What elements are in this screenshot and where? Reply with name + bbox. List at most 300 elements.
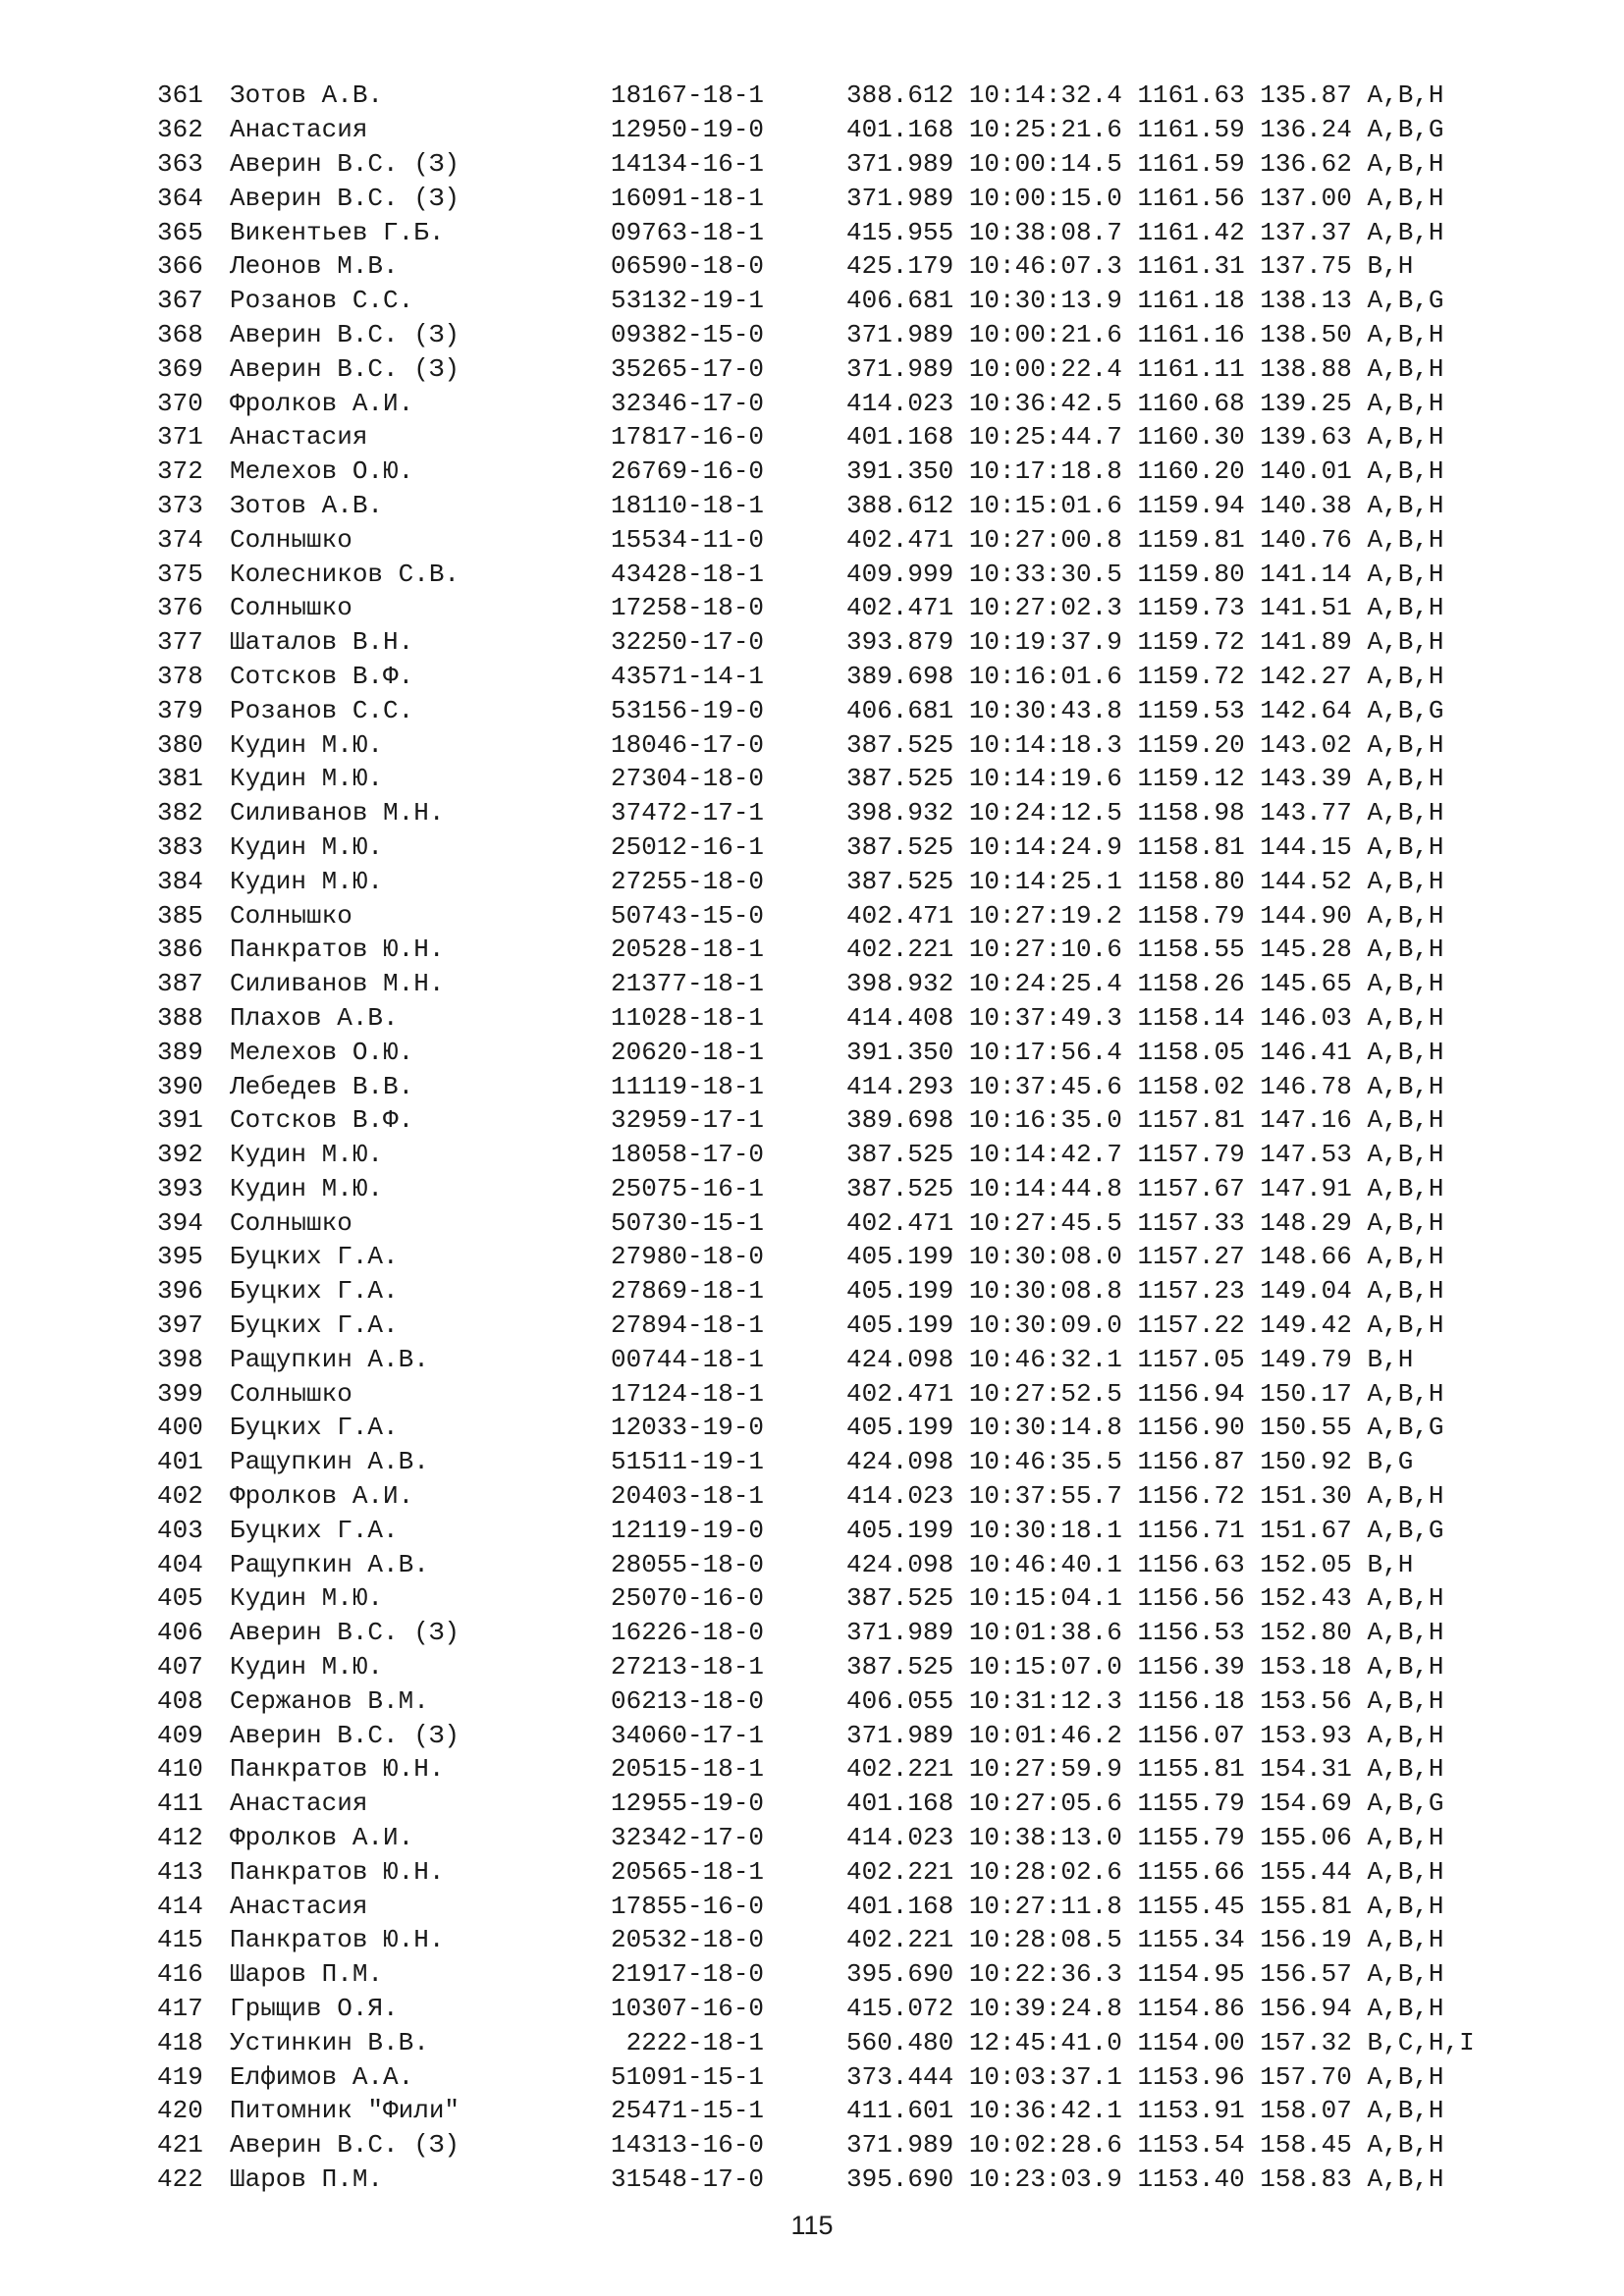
table-row	[157, 181, 1475, 215]
result-values: 405.199 10:30:08.8 1157.23 149.04 A,B,H	[846, 1276, 1444, 1307]
ring-number: 50730-15-1	[611, 1207, 765, 1238]
results-table	[157, 79, 1475, 2196]
place-number: 401	[157, 1447, 203, 1477]
table-row	[157, 898, 1475, 933]
ring-number: 25012-16-1	[611, 831, 765, 862]
place-number: 366	[157, 251, 203, 282]
table-row	[157, 2128, 1475, 2163]
place-number: 375	[157, 559, 203, 589]
result-values: 371.989 10:00:14.5 1161.59 136.62 A,B,H	[846, 148, 1444, 179]
place-number: 414	[157, 1891, 203, 1921]
place-number: 387	[157, 969, 203, 999]
place-number: 402	[157, 1481, 203, 1512]
table-row	[157, 591, 1475, 625]
ring-number: 18167-18-1	[611, 80, 765, 111]
table-row	[157, 1001, 1475, 1036]
table-row	[157, 1240, 1475, 1274]
table-row	[157, 2025, 1475, 2059]
table-row	[157, 1718, 1475, 1752]
owner-name: Кудин М.Ю.	[230, 1583, 384, 1614]
ring-number: 15534-11-0	[611, 524, 765, 555]
place-number: 380	[157, 729, 203, 760]
place-number: 419	[157, 2061, 203, 2092]
ring-number: 09382-15-0	[611, 319, 765, 349]
owner-name: Сотсков В.Ф.	[230, 1105, 414, 1136]
result-values: 425.179 10:46:07.3 1161.31 137.75 B,H	[846, 251, 1414, 282]
place-number: 405	[157, 1583, 203, 1614]
ring-number: 34060-17-1	[611, 1720, 765, 1750]
table-row	[157, 864, 1475, 898]
table-row	[157, 933, 1475, 967]
place-number: 416	[157, 1959, 203, 1990]
result-values: 405.199 10:30:14.8 1156.90 150.55 A,B,G	[846, 1413, 1444, 1443]
table-row	[157, 1342, 1475, 1376]
table-row	[157, 762, 1475, 796]
owner-name: Силиванов М.Н.	[230, 798, 445, 828]
result-values: 387.525 10:15:07.0 1156.39 153.18 A,B,H	[846, 1652, 1444, 1682]
place-number: 408	[157, 1685, 203, 1716]
table-row	[157, 79, 1475, 113]
ring-number: 09763-18-1	[611, 217, 765, 247]
ring-number: 20528-18-1	[611, 934, 765, 965]
ring-number: 2222-18-1	[611, 2027, 765, 2057]
result-values: 402.471 10:27:02.3 1159.73 141.51 A,B,H	[846, 593, 1444, 623]
place-number: 364	[157, 183, 203, 213]
table-row	[157, 693, 1475, 727]
table-row	[157, 113, 1475, 147]
ring-number: 27869-18-1	[611, 1276, 765, 1307]
table-row	[157, 1513, 1475, 1547]
owner-name: Шаров П.М.	[230, 2164, 384, 2194]
table-row	[157, 420, 1475, 454]
owner-name: Розанов С.С.	[230, 695, 414, 725]
result-values: 371.989 10:01:46.2 1156.07 153.93 A,B,H	[846, 1720, 1444, 1750]
owner-name: Кудин М.Ю.	[230, 1173, 384, 1203]
table-row	[157, 147, 1475, 182]
ring-number: 17855-16-0	[611, 1891, 765, 1921]
place-number: 371	[157, 422, 203, 453]
owner-name: Кудин М.Ю.	[230, 764, 384, 794]
place-number: 367	[157, 286, 203, 316]
result-values: 402.471 10:27:45.5 1157.33 148.29 A,B,H	[846, 1207, 1444, 1238]
place-number: 376	[157, 593, 203, 623]
place-number: 372	[157, 456, 203, 487]
result-values: 391.350 10:17:56.4 1158.05 146.41 A,B,H	[846, 1037, 1444, 1067]
result-values: 414.023 10:37:55.7 1156.72 151.30 A,B,H	[846, 1481, 1444, 1512]
table-row	[157, 351, 1475, 386]
owner-name: Кудин М.Ю.	[230, 866, 384, 896]
table-row	[157, 1957, 1475, 1992]
result-values: 371.989 10:02:28.6 1153.54 158.45 A,B,H	[846, 2130, 1444, 2161]
place-number: 397	[157, 1310, 203, 1341]
owner-name: Викентьев Г.Б.	[230, 217, 445, 247]
ring-number: 32346-17-0	[611, 388, 765, 418]
place-number: 389	[157, 1037, 203, 1067]
table-row	[157, 1889, 1475, 1923]
owner-name: Солнышко	[230, 900, 352, 931]
table-row	[157, 1376, 1475, 1411]
table-row	[157, 796, 1475, 830]
result-values: 387.525 10:15:04.1 1156.56 152.43 A,B,H	[846, 1583, 1444, 1614]
result-values: 371.989 10:00:22.4 1161.11 138.88 A,B,H	[846, 353, 1444, 384]
table-row	[157, 1035, 1475, 1069]
ring-number: 20515-18-1	[611, 1754, 765, 1785]
result-values: 393.879 10:19:37.9 1159.72 141.89 A,B,H	[846, 627, 1444, 658]
owner-name: Буцких Г.А.	[230, 1413, 399, 1443]
table-row	[157, 1411, 1475, 1445]
ring-number: 25471-15-1	[611, 2096, 765, 2126]
ring-number: 20532-18-0	[611, 1925, 765, 1955]
result-values: 395.690 10:23:03.9 1153.40 158.83 A,B,H	[846, 2164, 1444, 2194]
ring-number: 27304-18-0	[611, 764, 765, 794]
place-number: 385	[157, 900, 203, 931]
owner-name: Буцких Г.А.	[230, 1310, 399, 1341]
owner-name: Аверин В.С. (З)	[230, 319, 460, 349]
place-number: 420	[157, 2096, 203, 2126]
table-row	[157, 1923, 1475, 1957]
result-values: 406.055 10:31:12.3 1156.18 153.56 A,B,H	[846, 1685, 1444, 1716]
owner-name: Анастасия	[230, 1789, 368, 1819]
table-row	[157, 1821, 1475, 1855]
owner-name: Мелехов О.Ю.	[230, 456, 414, 487]
table-row	[157, 1172, 1475, 1206]
place-number: 409	[157, 1720, 203, 1750]
owner-name: Фролков А.И.	[230, 1481, 414, 1512]
result-values: 401.168 10:25:44.7 1160.30 139.63 A,B,H	[846, 422, 1444, 453]
result-values: 398.932 10:24:12.5 1158.98 143.77 A,B,H	[846, 798, 1444, 828]
place-number: 377	[157, 627, 203, 658]
ring-number: 16226-18-0	[611, 1618, 765, 1648]
place-number: 418	[157, 2027, 203, 2057]
owner-name: Питомник "Фили"	[230, 2096, 460, 2126]
result-values: 560.480 12:45:41.0 1154.00 157.32 B,C,H,I	[846, 2027, 1475, 2057]
ring-number: 17124-18-1	[611, 1378, 765, 1409]
place-number: 388	[157, 1002, 203, 1033]
ring-number: 12955-19-0	[611, 1789, 765, 1819]
table-row	[157, 2059, 1475, 2094]
ring-number: 27980-18-0	[611, 1242, 765, 1272]
result-values: 406.681 10:30:43.8 1159.53 142.64 A,B,G	[846, 695, 1444, 725]
result-values: 415.072 10:39:24.8 1154.86 156.94 A,B,H	[846, 1994, 1444, 2024]
ring-number: 25075-16-1	[611, 1173, 765, 1203]
owner-name: Солнышко	[230, 1207, 352, 1238]
ring-number: 21917-18-0	[611, 1959, 765, 1990]
table-row	[157, 1274, 1475, 1308]
owner-name: Аверин В.С. (З)	[230, 148, 460, 179]
place-number: 381	[157, 764, 203, 794]
place-number: 406	[157, 1618, 203, 1648]
ring-number: 18046-17-0	[611, 729, 765, 760]
owner-name: Розанов С.С.	[230, 286, 414, 316]
owner-name: Ращупкин А.В.	[230, 1447, 429, 1477]
result-values: 414.408 10:37:49.3 1158.14 146.03 A,B,H	[846, 1002, 1444, 1033]
ring-number: 11119-18-1	[611, 1071, 765, 1101]
place-number: 361	[157, 80, 203, 111]
owner-name: Солнышко	[230, 1378, 352, 1409]
result-values: 388.612 10:14:32.4 1161.63 135.87 A,B,H	[846, 80, 1444, 111]
place-number: 386	[157, 934, 203, 965]
ring-number: 20565-18-1	[611, 1856, 765, 1887]
table-row	[157, 967, 1475, 1001]
ring-number: 27213-18-1	[611, 1652, 765, 1682]
place-number: 370	[157, 388, 203, 418]
ring-number: 43428-18-1	[611, 559, 765, 589]
ring-number: 12119-19-0	[611, 1515, 765, 1545]
owner-name: Аверин В.С. (З)	[230, 1618, 460, 1648]
owner-name: Силиванов М.Н.	[230, 969, 445, 999]
result-values: 402.221 10:27:59.9 1155.81 154.31 A,B,H	[846, 1754, 1444, 1785]
owner-name: Шаров П.М.	[230, 1959, 384, 1990]
ring-number: 12950-19-0	[611, 115, 765, 145]
ring-number: 32959-17-1	[611, 1105, 765, 1136]
ring-number: 18058-17-0	[611, 1140, 765, 1170]
result-values: 415.955 10:38:08.7 1161.42 137.37 A,B,H	[846, 217, 1444, 247]
ring-number: 25070-16-0	[611, 1583, 765, 1614]
result-values: 388.612 10:15:01.6 1159.94 140.38 A,B,H	[846, 490, 1444, 520]
owner-name: Зотов А.В.	[230, 80, 384, 111]
place-number: 393	[157, 1173, 203, 1203]
owner-name: Ращупкин А.В.	[230, 1549, 429, 1579]
result-values: 389.698 10:16:35.0 1157.81 147.16 A,B,H	[846, 1105, 1444, 1136]
result-values: 405.199 10:30:09.0 1157.22 149.42 A,B,H	[846, 1310, 1444, 1341]
owner-name: Анастасия	[230, 115, 368, 145]
owner-name: Сотсков В.Ф.	[230, 661, 414, 691]
owner-name: Панкратов Ю.Н.	[230, 1856, 445, 1887]
result-values: 414.023 10:38:13.0 1155.79 155.06 A,B,H	[846, 1823, 1444, 1853]
owner-name: Кудин М.Ю.	[230, 729, 384, 760]
owner-name: Колесников С.В.	[230, 559, 460, 589]
result-values: 401.168 10:27:11.8 1155.45 155.81 A,B,H	[846, 1891, 1444, 1921]
table-row	[157, 1138, 1475, 1172]
ring-number: 43571-14-1	[611, 661, 765, 691]
result-values: 402.221 10:27:10.6 1158.55 145.28 A,B,H	[846, 934, 1444, 965]
table-row	[157, 249, 1475, 284]
result-values: 402.471 10:27:52.5 1156.94 150.17 A,B,H	[846, 1378, 1444, 1409]
owner-name: Шаталов В.Н.	[230, 627, 414, 658]
table-row	[157, 1616, 1475, 1650]
table-row	[157, 386, 1475, 420]
ring-number: 35265-17-0	[611, 353, 765, 384]
ring-number: 17817-16-0	[611, 422, 765, 453]
place-number: 362	[157, 115, 203, 145]
table-row	[157, 1205, 1475, 1240]
result-values: 402.221 10:28:08.5 1155.34 156.19 A,B,H	[846, 1925, 1444, 1955]
result-values: 424.098 10:46:32.1 1157.05 149.79 B,H	[846, 1344, 1414, 1374]
ring-number: 28055-18-0	[611, 1549, 765, 1579]
table-row	[157, 454, 1475, 489]
owner-name: Панкратов Ю.Н.	[230, 1925, 445, 1955]
table-row	[157, 318, 1475, 352]
owner-name: Лебедев В.В.	[230, 1071, 414, 1101]
ring-number: 37472-17-1	[611, 798, 765, 828]
place-number: 382	[157, 798, 203, 828]
owner-name: Панкратов Ю.Н.	[230, 934, 445, 965]
owner-name: Сержанов В.М.	[230, 1685, 429, 1716]
result-values: 395.690 10:22:36.3 1154.95 156.57 A,B,H	[846, 1959, 1444, 1990]
owner-name: Кудин М.Ю.	[230, 1652, 384, 1682]
owner-name: Аверин В.С. (З)	[230, 353, 460, 384]
ring-number: 31548-17-0	[611, 2164, 765, 2194]
ring-number: 12033-19-0	[611, 1413, 765, 1443]
table-row	[157, 1479, 1475, 1514]
result-values: 389.698 10:16:01.6 1159.72 142.27 A,B,H	[846, 661, 1444, 691]
ring-number: 51091-15-1	[611, 2061, 765, 2092]
place-number: 365	[157, 217, 203, 247]
ring-number: 51511-19-1	[611, 1447, 765, 1477]
owner-name: Устинкин В.В.	[230, 2027, 429, 2057]
table-row	[157, 1308, 1475, 1343]
result-values: 402.221 10:28:02.6 1155.66 155.44 A,B,H	[846, 1856, 1444, 1887]
ring-number: 11028-18-1	[611, 1002, 765, 1033]
place-number: 404	[157, 1549, 203, 1579]
table-row	[157, 727, 1475, 762]
result-values: 414.293 10:37:45.6 1158.02 146.78 A,B,H	[846, 1071, 1444, 1101]
result-values: 411.601 10:36:42.1 1153.91 158.07 A,B,H	[846, 2096, 1444, 2126]
place-number: 379	[157, 695, 203, 725]
table-row	[157, 1069, 1475, 1103]
owner-name: Буцких Г.А.	[230, 1242, 399, 1272]
owner-name: Аверин В.С. (З)	[230, 2130, 460, 2161]
place-number: 403	[157, 1515, 203, 1545]
ring-number: 50743-15-0	[611, 900, 765, 931]
result-values: 387.525 10:14:25.1 1158.80 144.52 A,B,H	[846, 866, 1444, 896]
table-row	[157, 660, 1475, 694]
ring-number: 32342-17-0	[611, 1823, 765, 1853]
ring-number: 27255-18-0	[611, 866, 765, 896]
ring-number: 06213-18-0	[611, 1685, 765, 1716]
owner-name: Ращупкин А.В.	[230, 1344, 429, 1374]
result-values: 401.168 10:25:21.6 1161.59 136.24 A,B,G	[846, 115, 1444, 145]
owner-name: Аверин В.С. (З)	[230, 183, 460, 213]
owner-name: Елфимов А.А.	[230, 2061, 414, 2092]
ring-number: 00744-18-1	[611, 1344, 765, 1374]
table-row	[157, 830, 1475, 865]
place-number: 400	[157, 1413, 203, 1443]
place-number: 407	[157, 1652, 203, 1682]
ring-number: 32250-17-0	[611, 627, 765, 658]
place-number: 415	[157, 1925, 203, 1955]
table-row	[157, 1547, 1475, 1581]
place-number: 399	[157, 1378, 203, 1409]
result-values: 406.681 10:30:13.9 1161.18 138.13 A,B,G	[846, 286, 1444, 316]
owner-name: Анастасия	[230, 1891, 368, 1921]
table-row	[157, 625, 1475, 660]
owner-name: Плахов А.В.	[230, 1002, 399, 1033]
result-values: 398.932 10:24:25.4 1158.26 145.65 A,B,H	[846, 969, 1444, 999]
ring-number: 14134-16-1	[611, 148, 765, 179]
owner-name: Фролков А.И.	[230, 388, 414, 418]
ring-number: 14313-16-0	[611, 2130, 765, 2161]
table-row	[157, 1445, 1475, 1479]
place-number: 411	[157, 1789, 203, 1819]
table-row	[157, 1787, 1475, 1821]
place-number: 384	[157, 866, 203, 896]
owner-name: Буцких Г.А.	[230, 1515, 399, 1545]
result-values: 387.525 10:14:44.8 1157.67 147.91 A,B,H	[846, 1173, 1444, 1203]
place-number: 368	[157, 319, 203, 349]
result-values: 387.525 10:14:24.9 1158.81 144.15 A,B,H	[846, 831, 1444, 862]
owner-name: Аверин В.С. (З)	[230, 1720, 460, 1750]
place-number: 369	[157, 353, 203, 384]
ring-number: 20403-18-1	[611, 1481, 765, 1512]
result-values: 387.525 10:14:19.6 1159.12 143.39 A,B,H	[846, 764, 1444, 794]
ring-number: 27894-18-1	[611, 1310, 765, 1341]
table-row	[157, 557, 1475, 591]
result-values: 424.098 10:46:35.5 1156.87 150.92 B,G	[846, 1447, 1414, 1477]
ring-number: 16091-18-1	[611, 183, 765, 213]
result-values: 405.199 10:30:18.1 1156.71 151.67 A,B,G	[846, 1515, 1444, 1545]
result-values: 387.525 10:14:42.7 1157.79 147.53 A,B,H	[846, 1140, 1444, 1170]
place-number: 422	[157, 2164, 203, 2194]
result-values: 391.350 10:17:18.8 1160.20 140.01 A,B,H	[846, 456, 1444, 487]
ring-number: 06590-18-0	[611, 251, 765, 282]
result-values: 387.525 10:14:18.3 1159.20 143.02 A,B,H	[846, 729, 1444, 760]
table-row	[157, 1683, 1475, 1718]
ring-number: 20620-18-1	[611, 1037, 765, 1067]
owner-name: Кудин М.Ю.	[230, 1140, 384, 1170]
place-number: 417	[157, 1994, 203, 2024]
table-row	[157, 284, 1475, 318]
result-values: 405.199 10:30:08.0 1157.27 148.66 A,B,H	[846, 1242, 1444, 1272]
table-row	[157, 215, 1475, 249]
page-number: 115	[790, 2211, 834, 2240]
place-number: 390	[157, 1071, 203, 1101]
ring-number: 26769-16-0	[611, 456, 765, 487]
place-number: 395	[157, 1242, 203, 1272]
owner-name: Зотов А.В.	[230, 490, 384, 520]
table-row	[157, 522, 1475, 557]
ring-number: 53156-19-0	[611, 695, 765, 725]
result-values: 373.444 10:03:37.1 1153.96 157.70 A,B,H	[846, 2061, 1444, 2092]
place-number: 421	[157, 2130, 203, 2161]
place-number: 392	[157, 1140, 203, 1170]
place-number: 378	[157, 661, 203, 691]
place-number: 396	[157, 1276, 203, 1307]
owner-name: Панкратов Ю.Н.	[230, 1754, 445, 1785]
table-row	[157, 1752, 1475, 1787]
result-values: 401.168 10:27:05.6 1155.79 154.69 A,B,G	[846, 1789, 1444, 1819]
table-row	[157, 1854, 1475, 1889]
result-values: 371.989 10:00:15.0 1161.56 137.00 A,B,H	[846, 183, 1444, 213]
place-number: 373	[157, 490, 203, 520]
place-number: 413	[157, 1856, 203, 1887]
table-row	[157, 2163, 1475, 2197]
place-number: 410	[157, 1754, 203, 1785]
result-values: 409.999 10:33:30.5 1159.80 141.14 A,B,H	[846, 559, 1444, 589]
table-row	[157, 1650, 1475, 1684]
owner-name: Грыщив О.Я.	[230, 1994, 399, 2024]
place-number: 398	[157, 1344, 203, 1374]
table-row	[157, 2094, 1475, 2128]
ring-number: 53132-19-1	[611, 286, 765, 316]
owner-name: Анастасия	[230, 422, 368, 453]
result-values: 371.989 10:01:38.6 1156.53 152.80 A,B,H	[846, 1618, 1444, 1648]
owner-name: Кудин М.Ю.	[230, 831, 384, 862]
place-number: 383	[157, 831, 203, 862]
result-values: 371.989 10:00:21.6 1161.16 138.50 A,B,H	[846, 319, 1444, 349]
result-values: 414.023 10:36:42.5 1160.68 139.25 A,B,H	[846, 388, 1444, 418]
owner-name: Мелехов О.Ю.	[230, 1037, 414, 1067]
ring-number: 17258-18-0	[611, 593, 765, 623]
place-number: 363	[157, 148, 203, 179]
owner-name: Фролков А.И.	[230, 1823, 414, 1853]
owner-name: Солнышко	[230, 593, 352, 623]
owner-name: Леонов М.В.	[230, 251, 399, 282]
result-values: 402.471 10:27:19.2 1158.79 144.90 A,B,H	[846, 900, 1444, 931]
table-row	[157, 1103, 1475, 1138]
table-row	[157, 1581, 1475, 1616]
place-number: 374	[157, 524, 203, 555]
